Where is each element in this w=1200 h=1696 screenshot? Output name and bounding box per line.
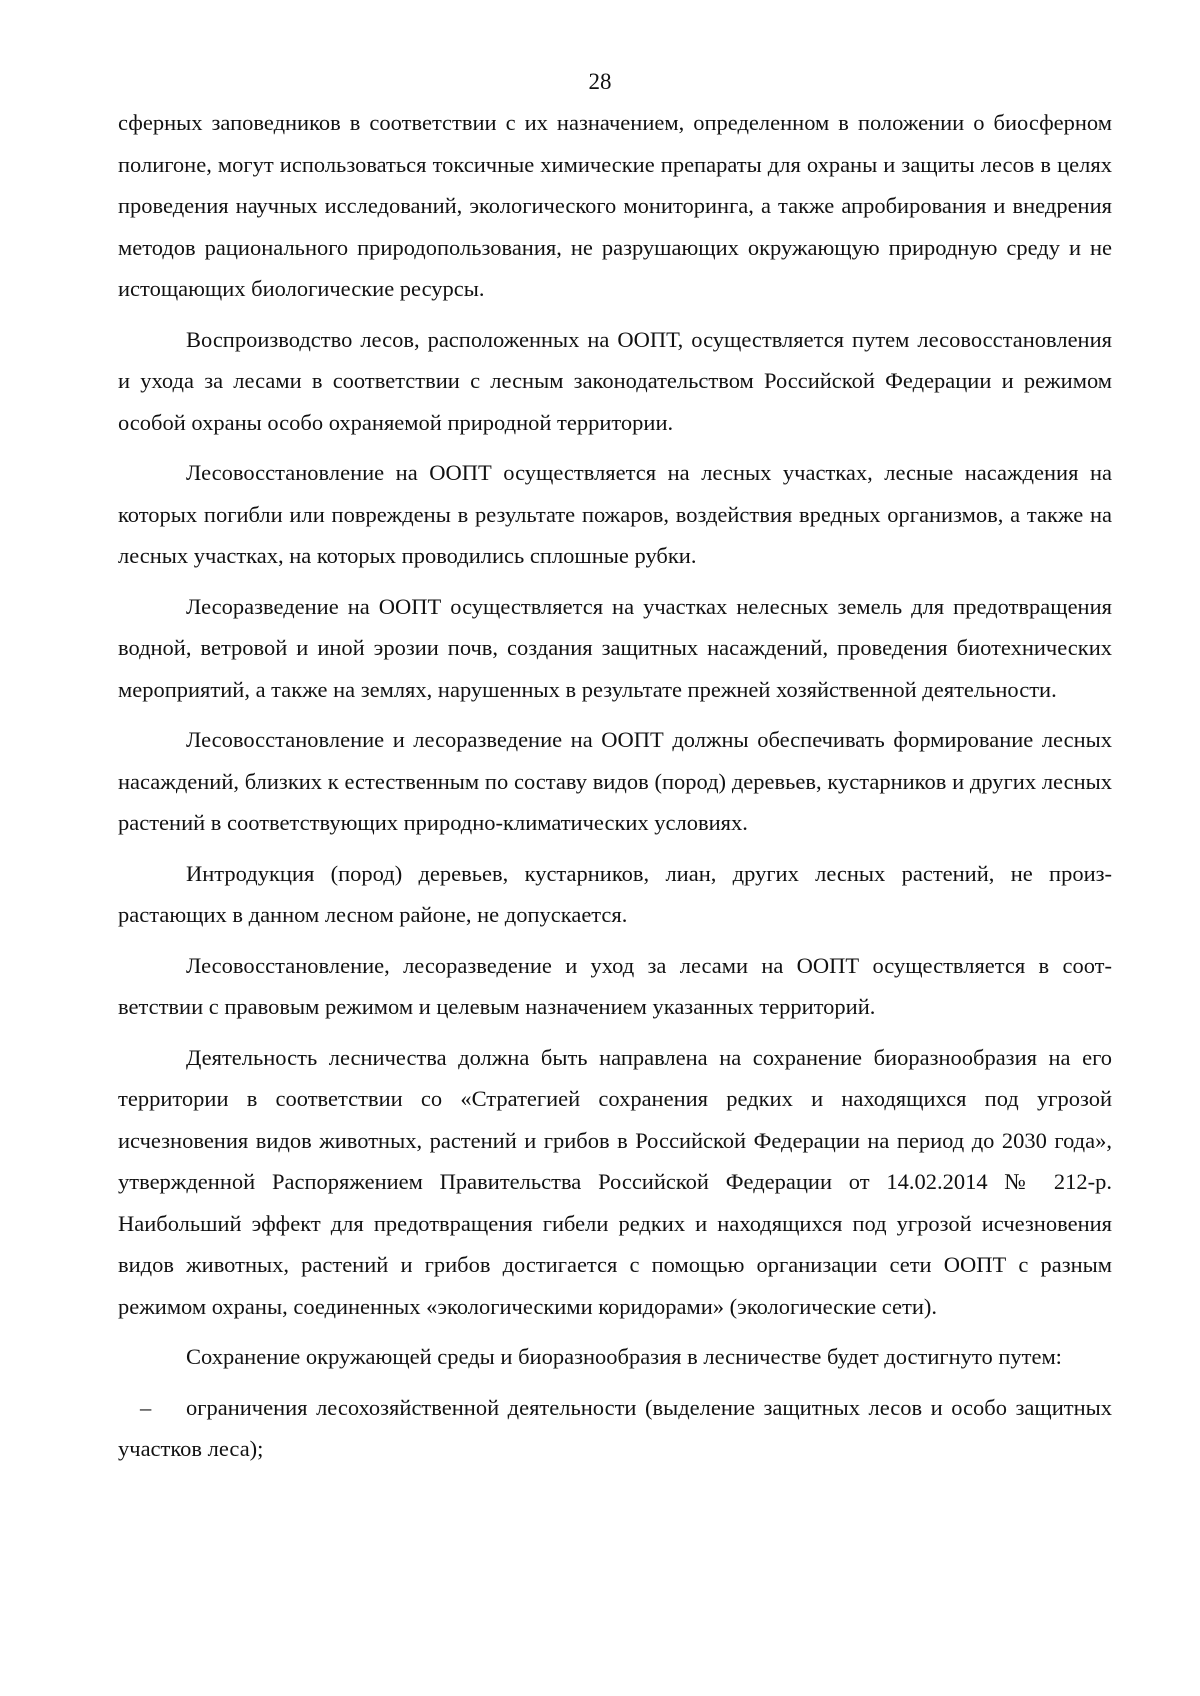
list-dash: – bbox=[140, 1394, 152, 1420]
paragraph-conservation-intro: Сохранение окружающей среды и биоразнообразия в лесничестве будет достигнуто путем: bbox=[186, 1344, 1062, 1369]
paragraph-forest-restoration: Лесовосстановление на ООПТ осуществляется на лесных участках, лесные насаждения на которых погибли или повреждены в результате пожаров, воздействия вредных организмов, а также на лесных участках, на которых проводились сплошные рубки. bbox=[118, 460, 1112, 568]
page-number: 28 bbox=[588, 69, 612, 94]
document-body bbox=[118, 102, 1112, 1470]
list-item bbox=[118, 1387, 1112, 1470]
paragraph-afforestation: Лесоразведение на ООПТ осуществляется на участках нелесных земель для предотвращения водной, ветровой и иной эрозии почв, создания защитных насаждений, проведения биотехнических мероприятий, а также на землях, нарушенных в результате прежней хозяйственной деятельности. bbox=[118, 593, 1112, 702]
paragraph-continuation: сферных заповедников в соответствии с их назначением, определенном в положении о биосферном полигоне, могут использоваться токсичные химические препараты для охраны и защиты лесов в целях проведения научных исследований, экологического мониторинга, а также апробирования и внедрения методов рационального природопользования, не разрушающих окружающую природную среду и не истощающих биологические ресурсы. bbox=[118, 110, 1112, 301]
paragraph-biodiversity-strategy: Деятельность лесничества должна быть направлена на сохранение биоразнообразия на его территории в соответствии со «Стратегией сохранения редких и находящихся под угрозой исчезновения видов животных, растений и грибов в Российской Федерации на период до 2030 года», утвержденной Распоряжением Правительства Российской Федерации от 14.02.2014 № 212-р. Наибольший эффект для предотвращения гибели редких и находящихся под угрозой исчезновения видов животных, растений и грибов достигается с помощью организации сети ООПТ с разным режимом охраны, соединенных «экологическими коридорами» (экологические сети). bbox=[118, 1044, 1112, 1319]
list-item-text: ограничения лесохозяйственной деятельности (выделение защитных лесов и особо защитных участков леса); bbox=[118, 1394, 1112, 1461]
paragraph-introduction: Интродукция (пород) деревьев, кустарников, лиан, других лесных растений, не произрастающих в данном лесном районе, не допускается. bbox=[118, 860, 1112, 927]
paragraph-reforestation: Воспроизводство лесов, расположенных на ООПТ, осуществляется путем лесовосстановления и ухода за лесами в соответствии с лесным законодательством Российской Федерации и режимом особой охраны особо охраняемой природной территории. bbox=[118, 326, 1112, 435]
paragraph-legal-regime: Лесовосстановление, лесоразведение и уход за лесами на ООПТ осуществляется в соответствии с правовым режимом и целевым назначением указанных территорий. bbox=[118, 952, 1112, 1019]
paragraph-plantation-formation: Лесовосстановление и лесоразведение на ООПТ должны обеспечивать формирование лесных насаждений, близких к естественным по составу видов (пород) деревьев, кустарников и других лесных растений в соответствующих природно-климатических условиях. bbox=[118, 727, 1112, 835]
